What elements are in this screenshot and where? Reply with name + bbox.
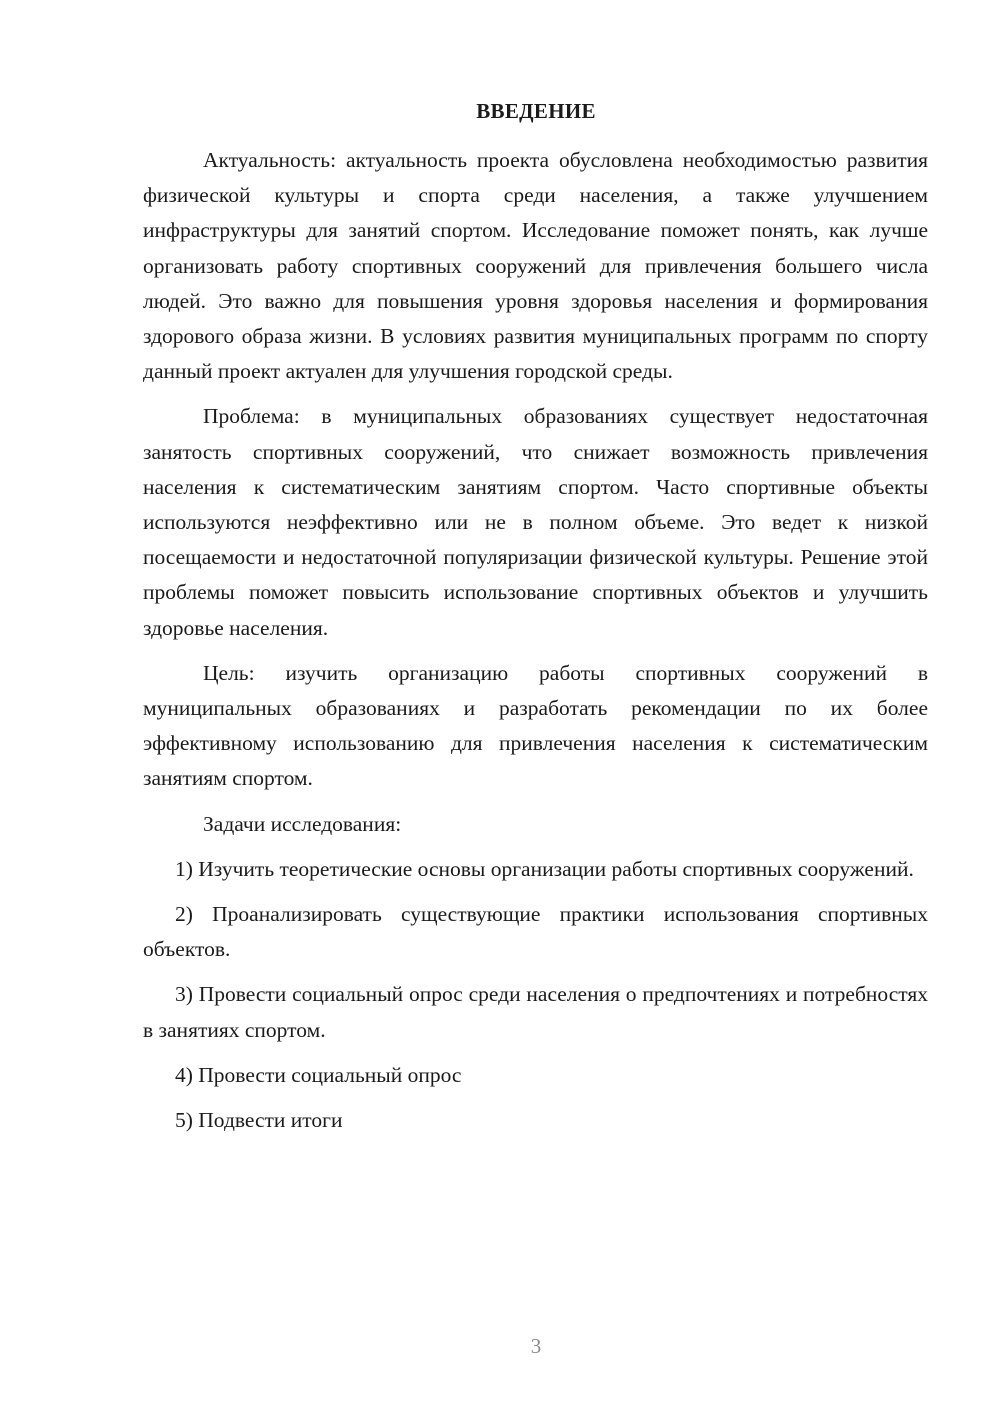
document-body (143, 143, 928, 1138)
list-item: 1) Изучить теоретические основы организации работы спортивных сооружений. (175, 856, 914, 881)
list-item: 3) Провести социальный опрос среди населения о предпочтениях и потребностях в занятиях спортом. (143, 982, 928, 1042)
list-item: 4) Провести социальный опрос (175, 1062, 462, 1087)
paragraph-relevance: Актуальность: актуальность проекта обусловлена необходимостью развития физической культуры и спорта среди населения, а также улучшением инфраструктуры для занятий спортом. Исследование поможет понять, как лучше организовать работу спортивных сооружений для привлечения большего числа людей. Это важно для повышения уровня здоровья населения и формирования здорового образа жизни. В условиях развития муниципальных программ по спорту данный проект актуален для улучшения городской среды. (143, 148, 928, 384)
list-item: 2) Проанализировать существующие практики использования спортивных объектов. (143, 902, 928, 962)
paragraph-tasks-heading: Задачи исследования: (203, 811, 402, 836)
paragraph-goal: Цель: изучить организацию работы спортивных сооружений в муниципальных образованиях и разработать рекомендации по их более эффективному использованию для привлечения населения к систематическим занятиям спортом. (143, 660, 928, 791)
page-number: 3 (530, 1334, 542, 1358)
section-heading: ВВЕДЕНИЕ (476, 99, 596, 123)
paragraph-problem: Проблема: в муниципальных образованиях существует недостаточная занятость спортивных сооружений, что снижает возможность привлечения населения к систематическим занятиям спортом. Часто спортивные объекты используются неэффективно или не в полном объеме. Это ведет к низкой посещаемости и недостаточной популяризации физической культуры. Решение этой проблемы поможет повысить использование спортивных объектов и улучшить здоровье населения. (143, 404, 928, 640)
list-item: 5) Подвести итоги (175, 1108, 343, 1133)
